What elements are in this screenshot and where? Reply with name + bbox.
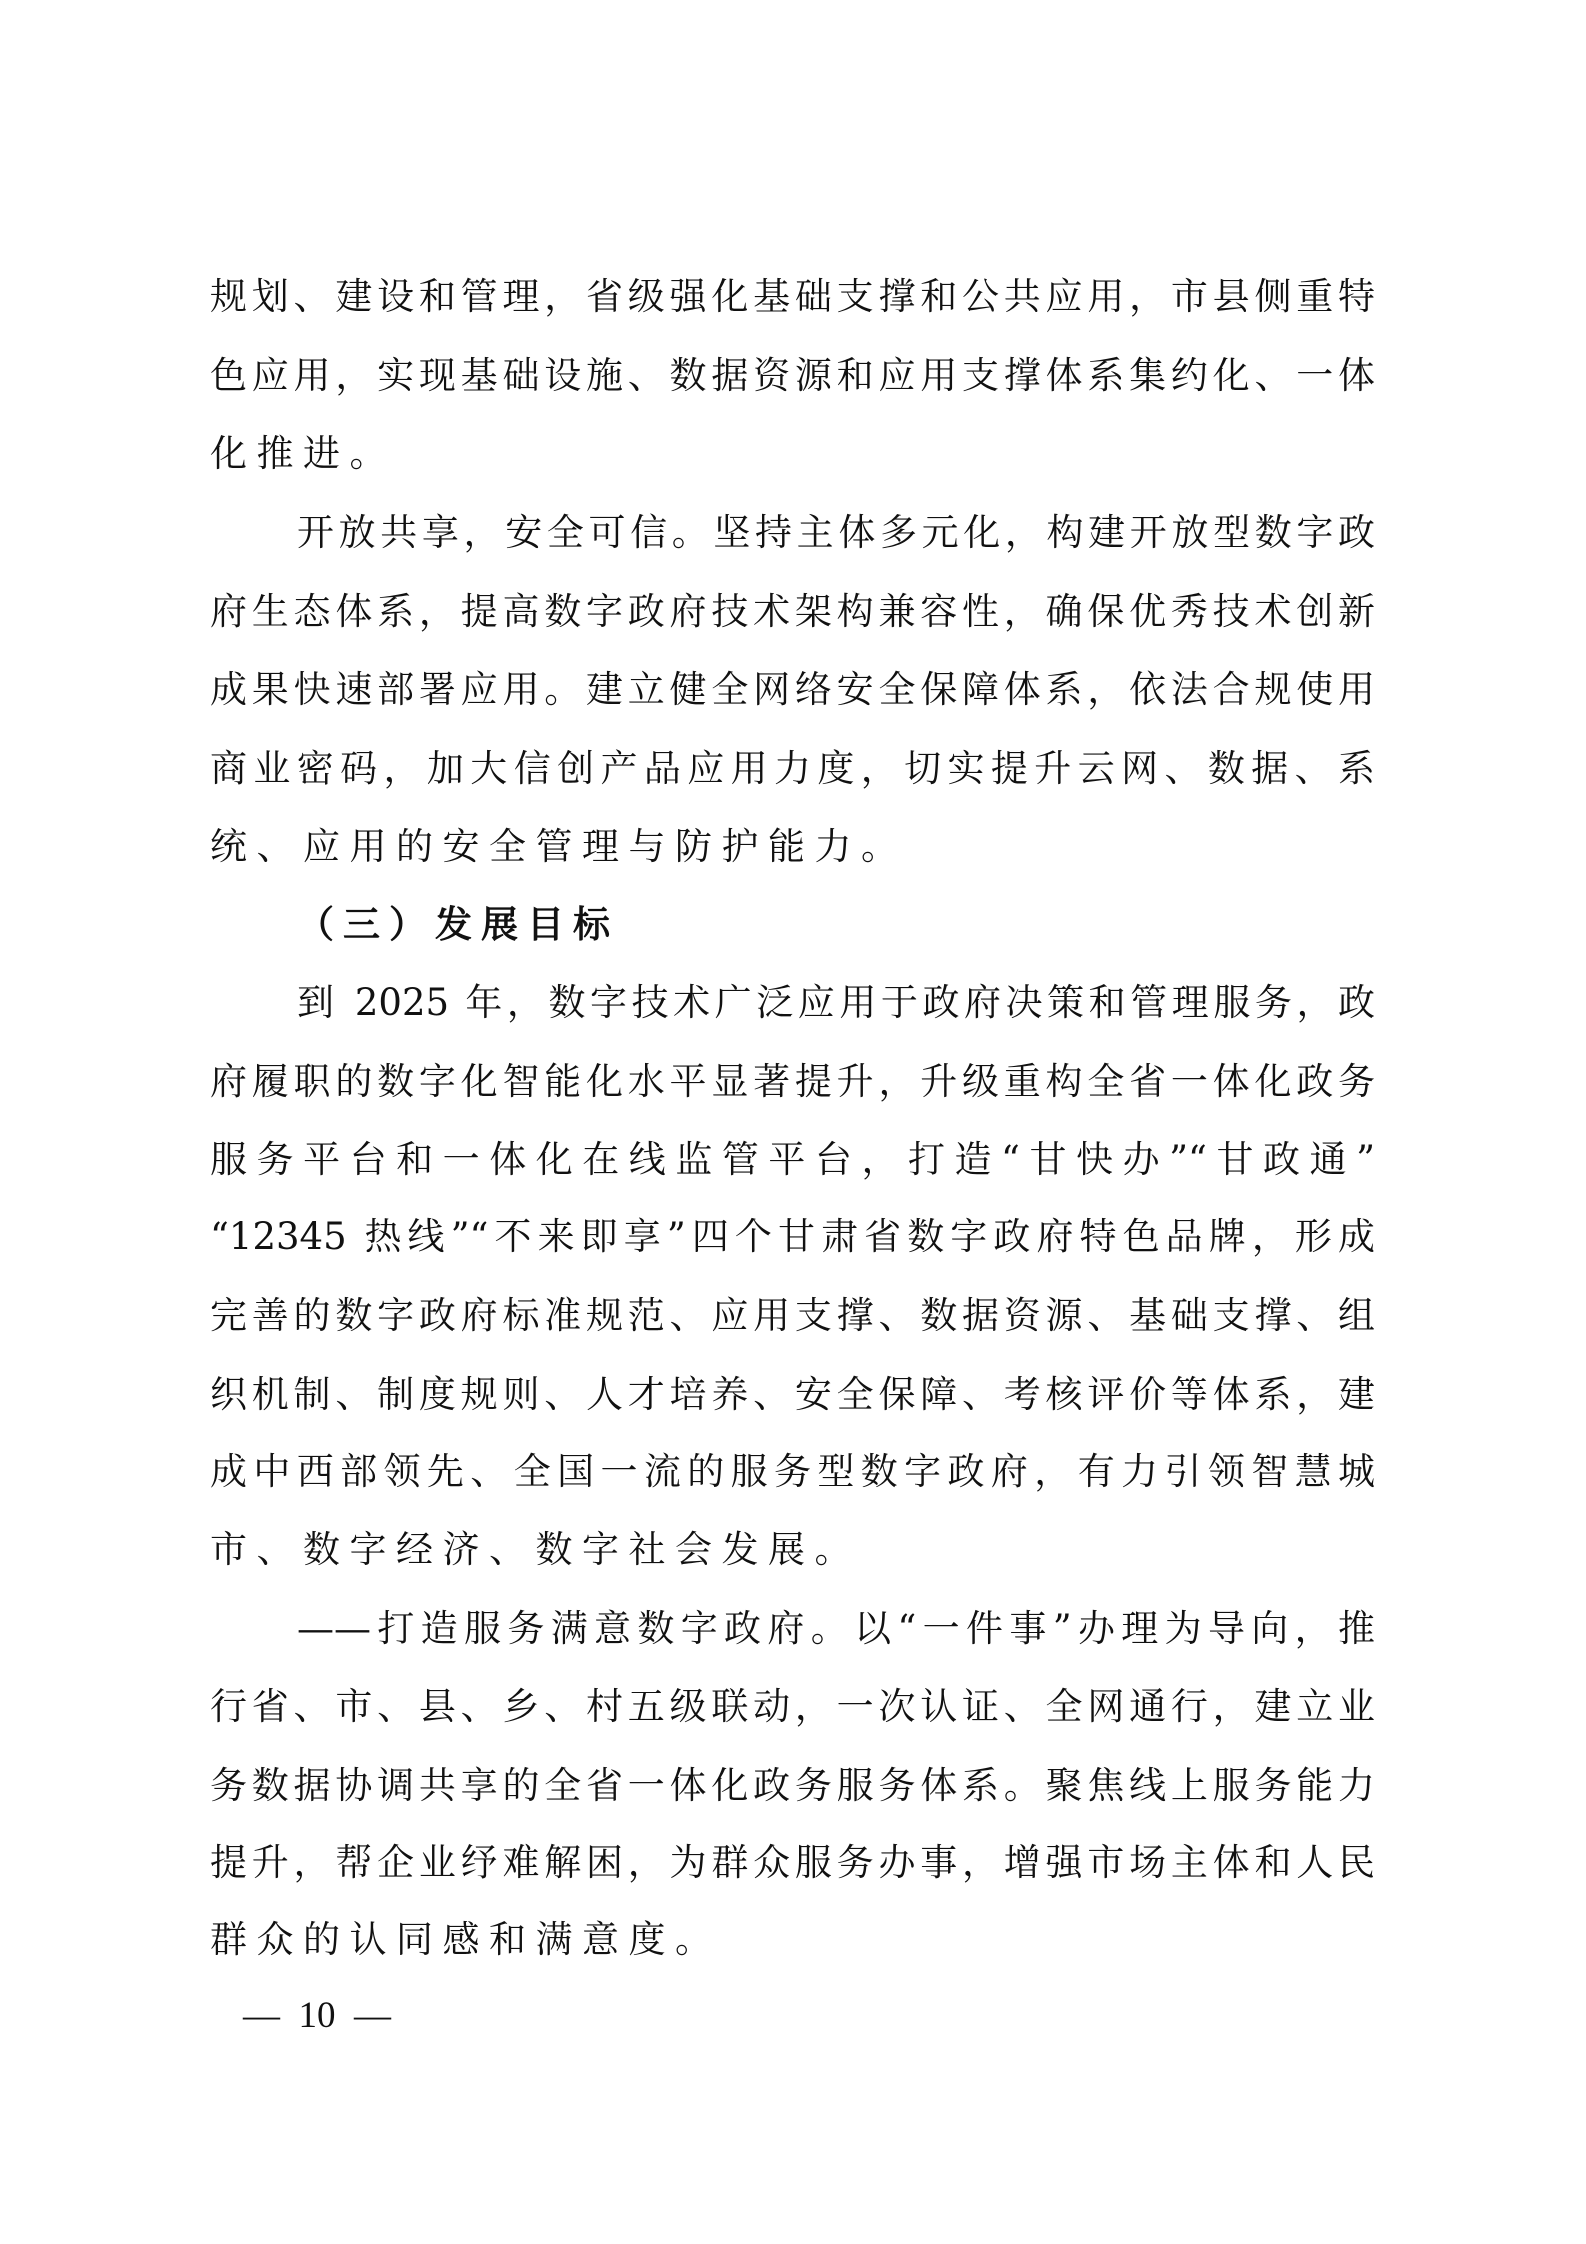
text-line: 织机制、制度规则、人才培养、安全保障、考核评价等体系，建: [210, 1373, 1375, 1416]
text-line: 商业密码，加大信创产品应用力度，切实提升云网、数据、系: [210, 747, 1375, 790]
text-line: 服务平台和一体化在线监管平台，打造“甘快办”“甘政通”: [210, 1138, 1375, 1181]
text-line: “12345 热线”“不来即享”四个甘肃省数字政府特色品牌，形成: [210, 1215, 1375, 1258]
text-line: 完善的数字政府标准规范、应用支撑、数据资源、基础支撑、组: [210, 1294, 1375, 1337]
text-line: ——打造服务满意数字政府。以“一件事”办理为导向，推: [297, 1607, 1375, 1650]
text-line: 市、数字经济、数字社会发展。: [210, 1528, 861, 1571]
text-line: 行省、市、县、乡、村五级联动，一次认证、全网通行，建立业: [210, 1685, 1375, 1728]
text-line: 成果快速部署应用。建立健全网络安全保障体系，依法合规使用: [210, 668, 1375, 711]
text-line: 府生态体系，提高数字政府技术架构兼容性，确保优秀技术创新: [210, 590, 1375, 633]
text-line: 规划、建设和管理，省级强化基础支撑和公共应用，市县侧重特: [210, 275, 1375, 318]
section-heading: （三）发展目标: [297, 902, 619, 946]
text-line: 群众的认同感和满意度。: [210, 1918, 722, 1961]
text-line: 开放共享，安全可信。坚持主体多元化，构建开放型数字政: [297, 511, 1375, 554]
text-line: 到 2025 年，数字技术广泛应用于政府决策和管理服务，政: [297, 981, 1375, 1024]
text-line: 色应用，实现基础设施、数据资源和应用支撑体系集约化、一体: [210, 354, 1375, 397]
text-line: 提升，帮企业纾难解困，为群众服务办事，增强市场主体和人民: [210, 1841, 1375, 1884]
page-number: — 10 —: [243, 1995, 391, 2036]
text-line: 统、应用的安全管理与防护能力。: [210, 825, 908, 868]
text-line: 化推进。: [210, 432, 396, 475]
text-line: 成中西部领先、全国一流的服务型数字政府，有力引领智慧城: [210, 1450, 1375, 1493]
text-line: 府履职的数字化智能化水平显著提升，升级重构全省一体化政务: [210, 1060, 1375, 1103]
text-line: 务数据协调共享的全省一体化政务服务体系。聚焦线上服务能力: [210, 1764, 1375, 1807]
